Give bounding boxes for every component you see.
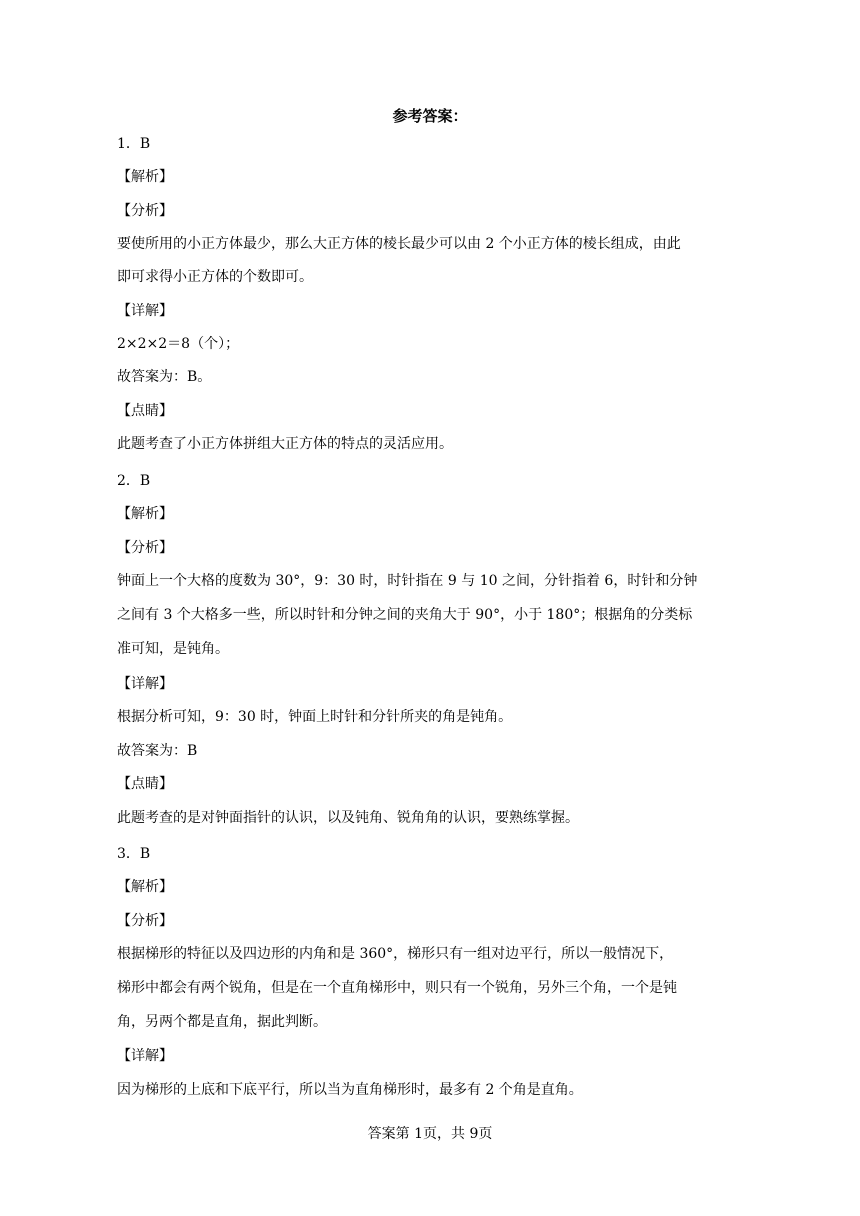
q1-fenxi-line-1: 要使所用的小正方体最少，那么大正方体的棱长最少可以由 2 个小正方体的棱长组成，由此 bbox=[117, 236, 681, 252]
q3-xiangjie-line-1: 因为梯形的上底和下底平行，所以当为直角梯形时，最多有 2 个角是直角。 bbox=[117, 1082, 583, 1098]
q3-fenxi-line-2: 梯形中都会有两个锐角，但是在一个直角梯形中，则只有一个锐角，另外三个角，一个是钝 bbox=[117, 980, 677, 996]
q1-fenxi-line-2: 即可求得小正方体的个数即可。 bbox=[117, 269, 313, 285]
q2-dianjing-heading: 【点睛】 bbox=[117, 776, 173, 792]
q1-fenxi-heading: 【分析】 bbox=[117, 203, 173, 219]
q1-xiangjie-line-2: 故答案为：B。 bbox=[117, 369, 212, 385]
q2-fenxi-line-3: 准可知，是钝角。 bbox=[117, 641, 229, 657]
q3-xiangjie-heading: 【详解】 bbox=[117, 1048, 173, 1064]
q2-xiangjie-line-1: 根据分析可知，9：30 时，钟面上时针和分针所夹的角是钝角。 bbox=[117, 709, 513, 725]
q3-fenxi-heading: 【分析】 bbox=[117, 913, 173, 929]
q2-dianjing-line-1: 此题考查的是对钟面指针的认识，以及钝角、锐角角的认识，要熟练掌握。 bbox=[117, 810, 579, 826]
q1-xiangjie-line-1: 2×2×2＝8（个）； bbox=[117, 336, 240, 352]
q1-dianjing-heading: 【点睛】 bbox=[117, 403, 173, 419]
q2-fenxi-line-1: 钟面上一个大格的度数为 30°，9：30 时，时针指在 9 与 10 之间，分针指着 6，时针和分钟 bbox=[117, 573, 698, 589]
q3-answer: 3．B bbox=[117, 846, 151, 862]
q2-fenxi-heading: 【分析】 bbox=[117, 540, 173, 556]
q2-answer: 2．B bbox=[117, 473, 151, 489]
q2-jiexi-heading: 【解析】 bbox=[117, 506, 173, 522]
q1-dianjing-line-1: 此题考查了小正方体拼组大正方体的特点的灵活应用。 bbox=[117, 436, 453, 452]
page-footer: 答案第 1页，共 9页 bbox=[367, 1126, 493, 1142]
q1-xiangjie-heading: 【详解】 bbox=[117, 303, 173, 319]
q1-jiexi-heading: 【解析】 bbox=[117, 169, 173, 185]
q2-xiangjie-heading: 【详解】 bbox=[117, 676, 173, 692]
q3-fenxi-line-1: 根据梯形的特征以及四边形的内角和是 360°，梯形只有一组对边平行，所以一般情况下， bbox=[117, 946, 674, 962]
page-title: 参考答案： bbox=[392, 107, 468, 125]
q3-jiexi-heading: 【解析】 bbox=[117, 879, 173, 895]
q2-xiangjie-line-2: 故答案为：B bbox=[117, 743, 198, 759]
q2-fenxi-line-2: 之间有 3 个大格多一些，所以时针和分钟之间的夹角大于 90°，小于 180°；根据角的分类标 bbox=[117, 607, 693, 623]
q3-fenxi-line-3: 角，另两个都是直角，据此判断。 bbox=[117, 1014, 327, 1030]
q1-answer: 1．B bbox=[117, 136, 151, 152]
